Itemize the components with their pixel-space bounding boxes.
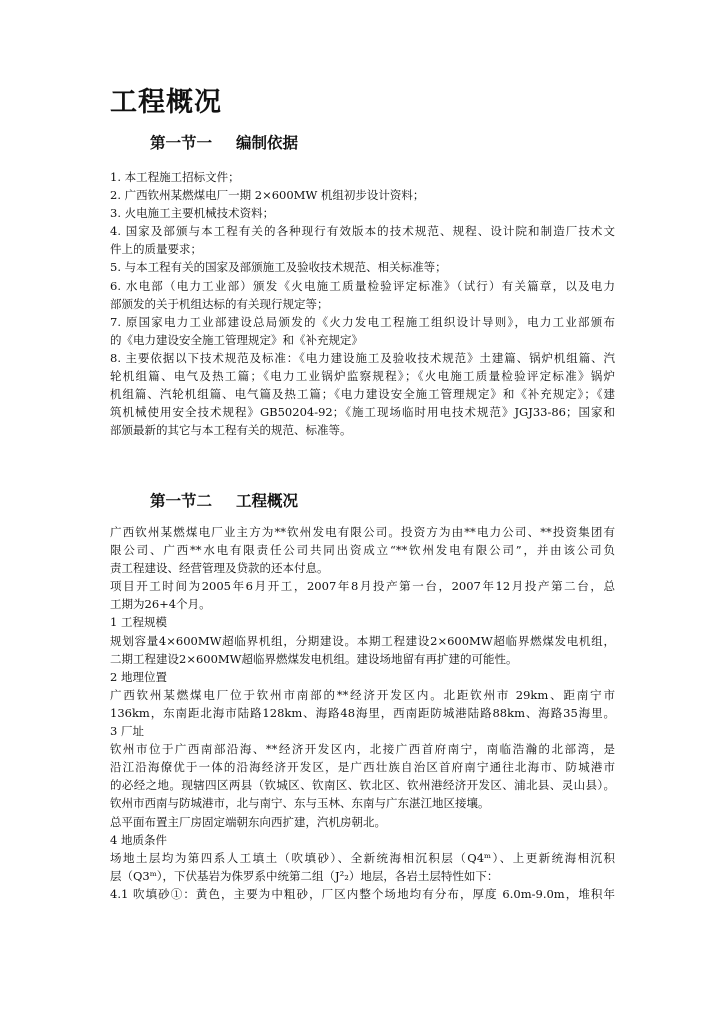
text-line: 项目开工时间为2005年6月开工，2007年8月投产第一台，2007年12月投产第二台，总 (110, 579, 615, 594)
text-line: 的必经之地。现辖四区两县（钦城区、钦南区、钦北区、钦州港经济开发区、浦北县、灵山县）。 (110, 778, 615, 793)
text-line: 136km，东南距北海市陆路128km、海路48海里，西南距防城港陆路88km、海路35海里。 (110, 705, 615, 720)
text-line: 轮机组篇、电气及热工篇；《电力工业锅炉监察规程》；《火电施工质量检验评定标准》锅炉 (110, 369, 615, 384)
section-number: 第一节二 (150, 491, 213, 510)
section-body-overview (110, 523, 615, 903)
text-line: 2. 广西钦州某燃煤电厂一期 2×600MW 机组初步设计资料； (110, 188, 425, 203)
section-title: 工程概况 (236, 491, 299, 510)
text-line: 1 工程规模 (110, 615, 167, 630)
text-line: 工期为26+4个月。 (110, 597, 211, 612)
section-number: 第一节一 (150, 133, 213, 152)
text-line: 1. 本工程施工招标文件； (110, 170, 240, 184)
text-line: 件上的质量要求； (110, 242, 202, 257)
text-line: 机组篇、汽轮机组篇、电气篇及热工篇；《电力建设安全施工管理规定》和《补充规定》；《建 (110, 387, 615, 402)
text-line: 广西钦州某燃煤电厂业主方为**钦州发电有限公司。投资方为由**电力公司、**投资集团有 (110, 525, 615, 539)
text-line: 的《电力建设安全施工管理规定》和《补充规定》 (110, 332, 363, 347)
text-line: 广西钦州某燃煤电厂位于钦州市南部的**经济开发区内。北距钦州市 29km、距南宁市 (110, 687, 615, 702)
text-line: 4. 国家及部颁与本工程有关的各种现行有效版本的技术规范、规程、设计院和制造厂技术文 (110, 224, 615, 239)
text-line: 5. 与本工程有关的国家及部颁施工及验收技术规范、相关标准等； (110, 260, 447, 275)
document-title: 工程概况 (110, 87, 222, 118)
text-line: 限公司、广西**水电有限责任公司共同出资成立“**钦州发电有限公司”，并由该公司负 (110, 543, 615, 558)
text-line: 钦州市西南与防城港市，北与南宁、东与玉林、东南与广东湛江地区接壤。 (110, 796, 490, 811)
text-line: 规划容量4×600MW超临界机组，分期建设。本期工程建设2×600MW超临界燃煤发电机组， (110, 633, 615, 648)
text-line: 钦州市位于广西南部沿海、**经济开发区内，北接广西首府南宁，南临浩瀚的北部湾，是 (110, 742, 615, 757)
section-title: 编制依据 (236, 133, 299, 152)
text-line: 4 地质条件 (110, 832, 167, 847)
text-line: 总平面布置主厂房固定端朝东向西扩建，汽机房朝北。 (110, 814, 386, 829)
section-body-basis (110, 168, 615, 439)
text-line: 3 厂址 (110, 724, 144, 739)
text-line: 6. 水电部（电力工业部）颁发《火电施工质量检验评定标准》（试行）有关篇章，以及电力 (110, 278, 615, 293)
text-line: 场地土层均为第四系人工填土（吹填砂）、全新统海相沉积层（Q4ᵐ）、上更新统海相沉积 (110, 850, 615, 865)
text-line: 3. 火电施工主要机械技术资料； (110, 206, 275, 221)
text-line: 部颁发的关于机组达标的有关现行规定等； (110, 296, 329, 311)
text-line: 2 地理位置 (110, 669, 167, 684)
section-heading-basis (150, 131, 298, 153)
text-line: 层（Q3ᵐ），下伏基岩为侏罗系中统第二组（J²₂）地层，各岩土层特性如下： (110, 868, 499, 883)
text-line: 部颁最新的其它与本工程有关的规范、标准等。 (110, 423, 352, 438)
text-line: 7. 原国家电力工业部建设总局颁发的《火力发电工程施工组织设计导则》，电力工业部颁布 (110, 314, 615, 329)
section-heading-overview (150, 489, 298, 511)
text-line: 沿江沿海僚优于一体的沿海经济开发区，是广西壮族自治区首府南宁通往北海市、防城港市 (110, 760, 615, 775)
text-line: 责工程建设、经营管理及贷款的还本付息。 (110, 561, 329, 576)
text-line: 4.1 吹填砂①：黄色，主要为中粗砂，厂区内整个场地均有分布，厚度 6.0m-9.0m，堆积年 (110, 886, 615, 901)
text-line: 筑机械使用安全技术规程》GB50204-92；《施工现场临时用电技术规范》JGJ33-86；国家和 (110, 405, 615, 420)
text-line: 二期工程建设2×600MW超临界燃煤发电机组。建设场地留有再扩建的可能性。 (110, 651, 518, 666)
text-line: 8. 主要依据以下技术规范及标准：《电力建设施工及验收技术规范》土建篇、锅炉机组篇、汽 (110, 350, 615, 365)
